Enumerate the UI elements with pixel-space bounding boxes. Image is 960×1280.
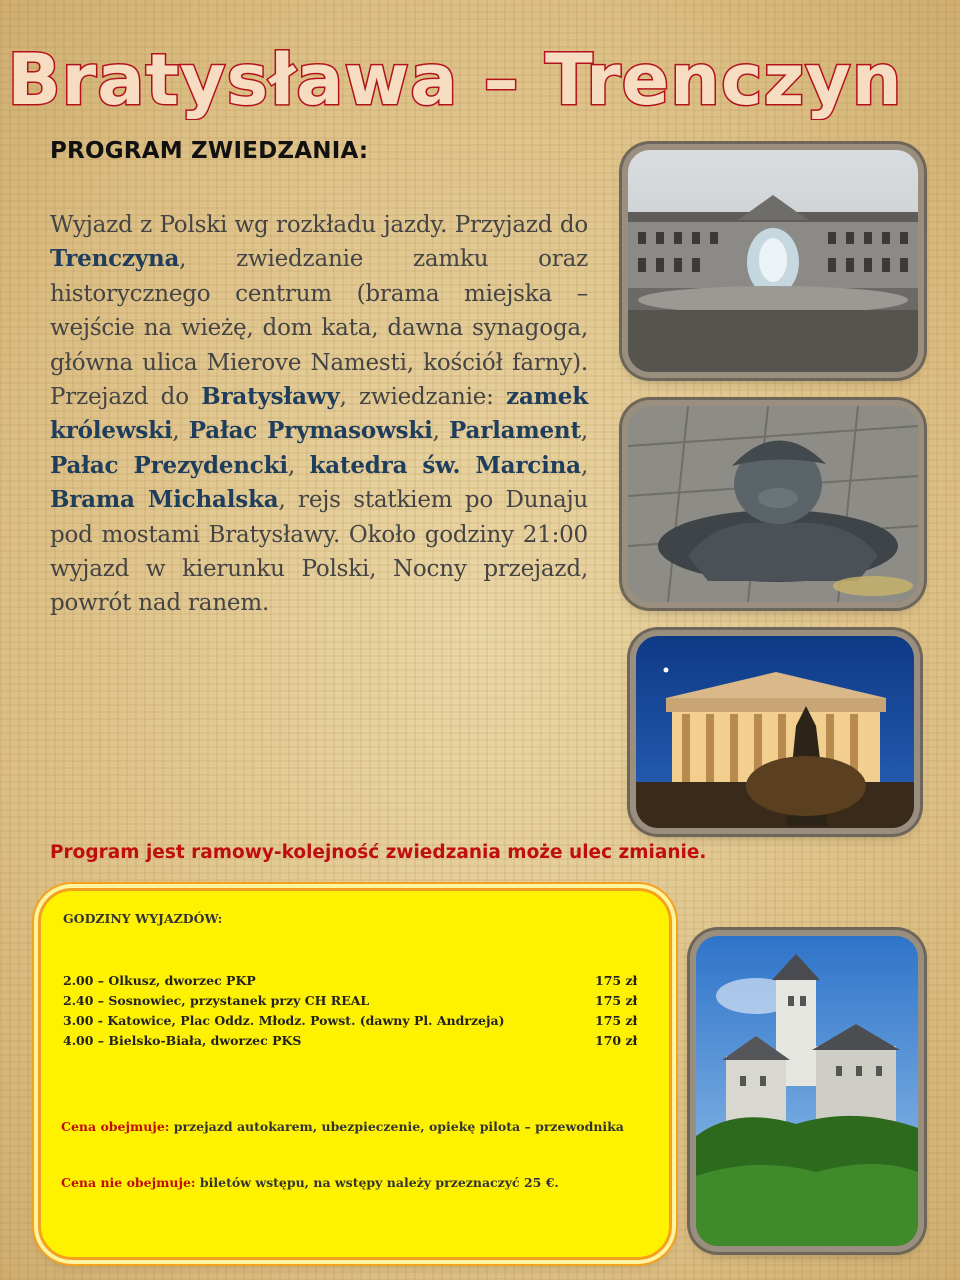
photo-presidential-palace — [628, 150, 918, 372]
program-text: , — [432, 418, 450, 445]
departure-price: 170 zł — [595, 1033, 638, 1048]
place-trenczyn: Trenczyna — [50, 245, 180, 273]
program-text: , — [580, 418, 588, 445]
departure-text: 3.00 - Katowice, Plac Oddz. Młodz. Powst. (dawny Pl. Andrzeja) — [63, 1013, 505, 1028]
program-text: , zwiedzanie zamku oraz historycznego centrum (brama miejska – wejście na wieżę, dom kata, dawna synagoga, główna ulica Mierove Namesti, kościół farny). Przejazd do — [50, 246, 588, 411]
program-text: , rejs statkiem po Dunaju pod mostami Bratysławy. Około godziny 21:00 wyjazd w kierunku Polski, Nocny przejazd, powrót nad ranem. — [50, 487, 589, 617]
program-note: Program jest ramowy-kolejność zwiedzania może ulec zmianie. — [50, 842, 707, 863]
page-title — [0, 30, 960, 120]
program-text: , — [580, 452, 588, 479]
departure-row — [63, 993, 643, 1008]
program-text: , — [172, 418, 189, 445]
price-includes — [61, 1119, 624, 1134]
price-includes-label: Cena obejmuje: — [61, 1119, 170, 1134]
price-excludes-label: Cena nie obejmuje: — [61, 1175, 196, 1190]
departure-text: 2.40 – Sosnowiec, przystanek przy CH REAL — [63, 993, 370, 1008]
price-excludes — [61, 1175, 559, 1190]
title-text: Bratysława – Trenczyn — [7, 39, 903, 120]
departure-price: 175 zł — [595, 993, 638, 1008]
place-bratyslawa: Bratysławy — [201, 383, 340, 411]
departure-text: 2.00 – Olkusz, dworzec PKP — [63, 973, 256, 988]
place-parliament: Parlament — [449, 417, 581, 445]
photo-parliament-night — [636, 636, 914, 828]
departure-row — [63, 1013, 643, 1028]
program-heading: PROGRAM ZWIEDZANIA: — [50, 138, 369, 164]
departure-row — [63, 973, 643, 988]
program-text: , — [287, 452, 310, 479]
place-presidential-palace: Pałac Prezydencki — [50, 451, 288, 479]
departure-row — [63, 1033, 643, 1048]
departures-title: GODZINY WYJAZDÓW: — [63, 911, 223, 926]
photo-cumil-statue — [628, 406, 918, 602]
program-text: , zwiedzanie: — [339, 384, 507, 411]
program-text: Wyjazd z Polski wg rozkładu jazdy. Przyjazd do — [50, 212, 588, 238]
photo-trencin-castle — [696, 936, 918, 1246]
place-cathedral: katedra św. Marcina — [309, 451, 581, 479]
departure-price: 175 zł — [595, 973, 638, 988]
price-excludes-text: biletów wstępu, na wstępy należy przeznaczyć 25 €. — [195, 1175, 559, 1190]
departure-text: 4.00 – Bielsko-Biała, dworzec PKS — [63, 1033, 302, 1048]
departure-info-box — [38, 888, 672, 1260]
program-description — [50, 208, 588, 621]
departure-price: 175 zł — [595, 1013, 638, 1028]
place-royal-castle: zamek królewski — [50, 383, 588, 445]
place-michael-gate: Brama Michalska — [50, 486, 279, 514]
price-includes-text: przejazd autokarem, ubezpieczenie, opiekę pilota – przewodnika — [169, 1119, 624, 1134]
place-primate-palace: Pałac Prymasowski — [188, 417, 433, 445]
